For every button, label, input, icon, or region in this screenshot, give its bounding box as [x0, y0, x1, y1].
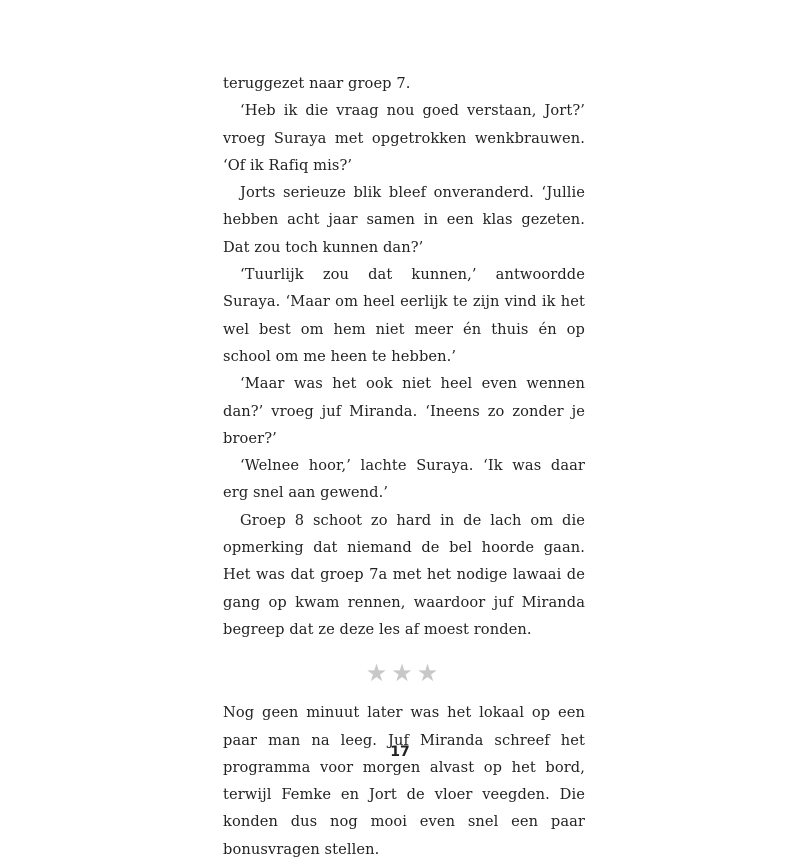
paragraph: Nog geen minuut later was het lokaal op een paar man na leeg. Juf Miranda schreef het programma voor morgen alvast op het bord, terwijl Femke en Jort de vloer veegden. Die konden dus nog mooi even snel een paar bonusvragen stellen.: [223, 704, 585, 858]
paragraph: ‘Tuurlijk zou dat kunnen,’ antwoordde Suraya. ‘Maar om heel eerlijk te zijn vind ik het wel best om hem niet meer én thuis én op school om me heen te hebben.’: [223, 266, 585, 365]
paragraph: Groep 8 schoot zo hard in de lach om die opmerking dat niemand de bel hoorde gaan. Het was dat groep 7a met het nodige lawaai de gang op kwam rennen, waardoor juf Miranda begreep dat ze deze les af moest ronden.: [223, 511, 585, 638]
section-break-stars: ★★★: [365, 659, 443, 688]
paragraph: ‘Welnee hoor,’ lachte Suraya. ‘Ik was daar erg snel aan gewend.’: [223, 457, 585, 502]
page-number: 17: [390, 744, 410, 760]
paragraph: ‘Maar was het ook niet heel even wennen dan?’ vroeg juf Miranda. ‘Ineens zo zonder je broer?’: [223, 375, 585, 447]
paragraph: teruggezet naar groep 7.: [223, 75, 411, 92]
paragraph: ‘Heb ik die vraag nou goed verstaan, Jort?’ vroeg Suraya met opgetrokken wenkbrauwen. ‘Of ik Rafiq mis?’: [223, 102, 585, 174]
paragraph: Jorts serieuze blik bleef onveranderd. ‘Jullie hebben acht jaar samen in een klas gezeten. Dat zou toch kunnen dan?’: [223, 184, 585, 256]
